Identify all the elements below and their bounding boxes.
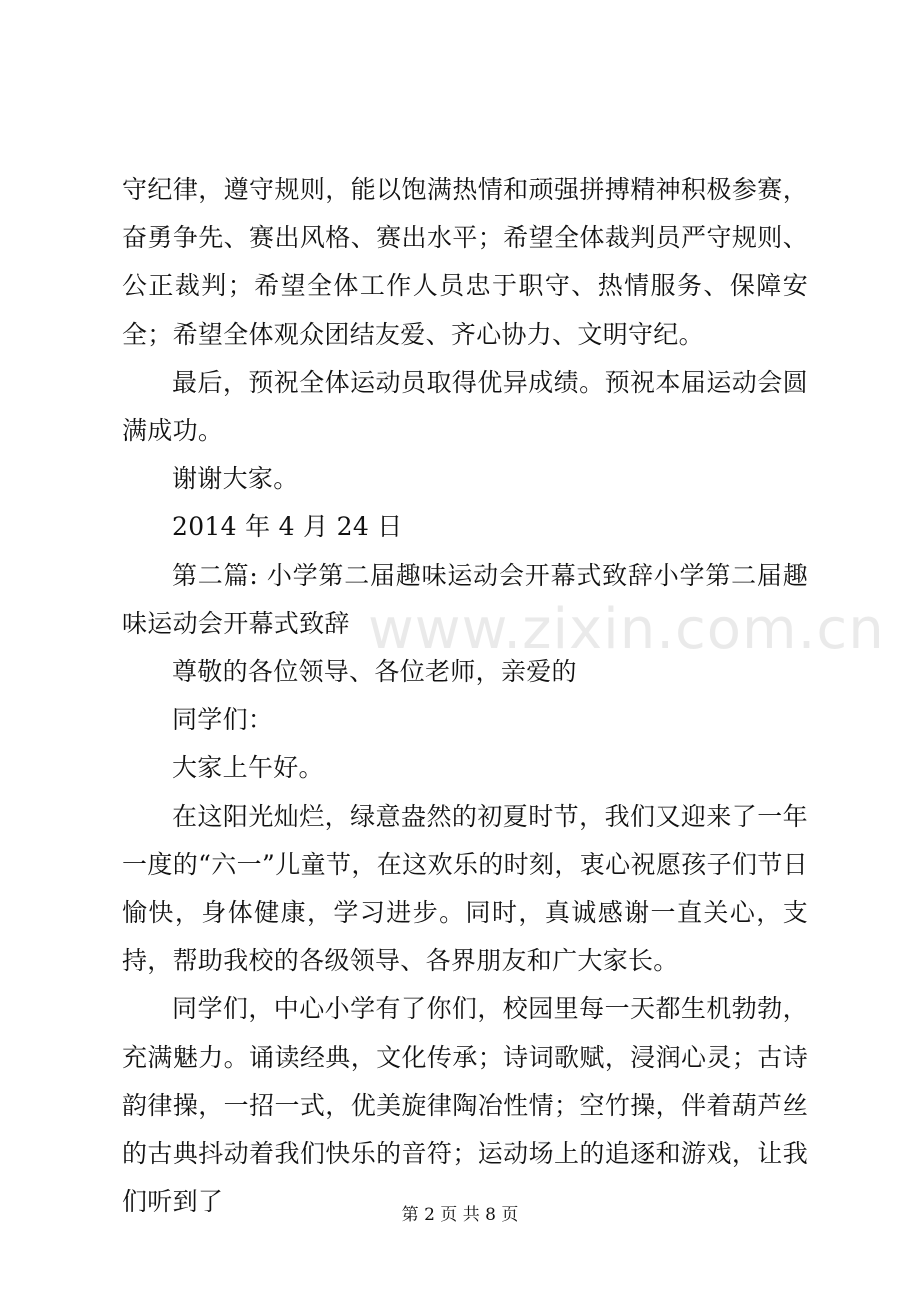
paragraph-3: 谢谢大家。 [172,464,299,494]
paragraph-date: 2014 年 4 月 24 日 [172,512,403,542]
document-body [122,166,808,1226]
paragraph-1: 守纪律，遵守规则，能以饱满热情和顽强拼搏精神积极参赛，奋勇争先、赛出风格、赛出水平；希望全体裁判员严守规则、公正裁判；希望全体工作人员忠于职守、热情服务、保障安全；希望全体观众团结友爱、齐心协力、文明守纪。 [122,175,808,349]
paragraph-9: 同学们，中心小学有了你们，校园里每一天都生机勃勃，充满魅力。诵读经典，文化传承；诗词歌赋，浸润心灵；古诗韵律操，一招一式，优美旋律陶冶性情；空竹操，伴着葫芦丝的古典抖动着我们快乐的音符；运动场上的追逐和游戏，让我们听到了 [122,994,808,1217]
paragraph-greeting: 大家上午好。 [172,753,324,783]
paragraph-2: 最后，预祝全体运动员取得优异成绩。预祝本届运动会圆满成功。 [122,367,808,446]
watermark: www.zixin.com.cn [368,597,885,662]
paragraph-salutation-cont: 同学们： [172,705,274,735]
paragraph-8: 在这阳光灿烂，绿意盎然的初夏时节，我们又迎来了一年一度的“六一”儿童节，在这欢乐的时刻，衷心祝愿孩子们节日愉快，身体健康，学习进步。同时，真诚感谢一直关心，支持，帮助我校的各级领导、各界朋友和广大家长。 [122,801,808,976]
section-heading: 第二篇: 小学第二届趣味运动会开幕式致辞小学第二届趣味运动会开幕式致辞 [122,560,808,638]
page-footer: 第 2 页 共 8 页 [401,1205,519,1225]
paragraph-salutation: 尊敬的各位领导、各位老师，亲爱的 [172,657,577,687]
